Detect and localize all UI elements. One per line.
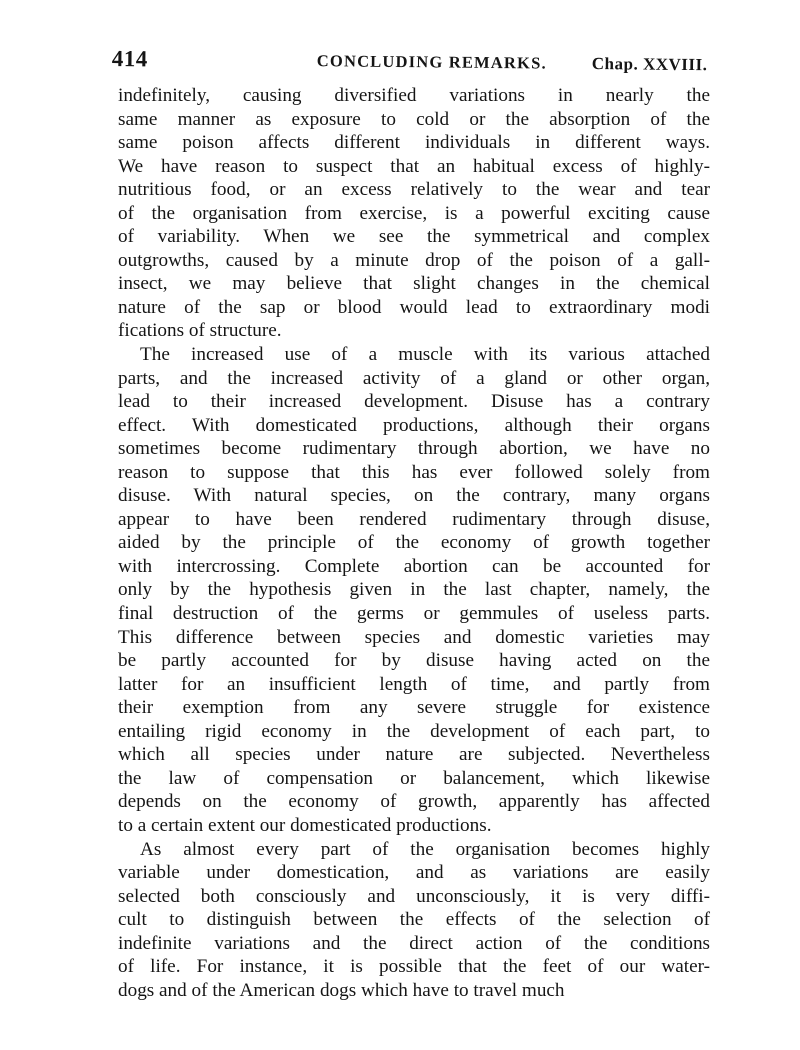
text-line: As almost every part of the organisation becomes highly <box>140 838 710 860</box>
text-line: to a certain extent our domesticated productions. <box>118 814 492 836</box>
text-line: latter for an insufficient length of time, and partly from <box>118 673 710 695</box>
text-line: parts, and the increased activity of a gland or other organ, <box>118 367 710 389</box>
text-line: outgrowths, caused by a minute drop of the poison of a gall- <box>118 249 710 271</box>
text-line: indefinitely, causing diversified variations in nearly the <box>118 85 710 106</box>
text-line: dogs and of the American dogs which have to travel much <box>118 979 565 1001</box>
text-line: with intercrossing. Complete abortion can be accounted for <box>118 555 710 577</box>
text-line: selected both consciously and unconsciously, it is very diffi- <box>118 885 710 907</box>
text-line: variable under domestication, and as variations are easily <box>118 862 710 884</box>
text-line: of life. For instance, it is possible that the feet of our water- <box>118 956 710 978</box>
text-line: their exemption from any severe struggle for existence <box>118 697 710 719</box>
paragraph <box>118 84 710 343</box>
text-line: The increased use of a muscle with its various attached <box>140 344 710 366</box>
paragraph <box>118 838 710 1003</box>
text-line: indefinite variations and the direct action of the conditions <box>118 932 710 954</box>
text-line: only by the hypothesis given in the last chapter, namely, the <box>118 579 710 601</box>
chapter-title: CONCLUDING REMARKS. <box>316 51 547 73</box>
text-line: We have reason to suspect that an habitual excess of highly- <box>118 155 710 177</box>
text-line: depends on the economy of growth, apparently has affected <box>118 791 710 813</box>
running-head <box>112 46 712 82</box>
text-line: reason to suppose that this has ever followed solely from <box>118 461 710 483</box>
text-line: effect. With domesticated productions, although their organs <box>118 414 710 436</box>
text-line: lead to their increased development. Disuse has a contrary <box>118 391 710 413</box>
text-line: aided by the principle of the economy of growth together <box>118 532 710 554</box>
text-line: cult to distinguish between the effects of the selection of <box>118 909 710 931</box>
text-line: fications of structure. <box>118 320 282 342</box>
text-line: appear to have been rendered rudimentary through disuse, <box>118 508 710 530</box>
text-line: of the organisation from exercise, is a powerful exciting cause <box>118 202 710 224</box>
text-line: nature of the sap or blood would lead to extraordinary modi <box>118 296 710 318</box>
body-text <box>118 84 710 1002</box>
text-line: insect, we may believe that slight changes in the chemical <box>118 273 710 295</box>
text-line: of variability. When we see the symmetrical and complex <box>118 226 710 248</box>
text-line: which all species under nature are subjected. Nevertheless <box>118 744 710 766</box>
text-line: same manner as exposure to cold or the absorption of the <box>118 108 710 130</box>
text-line: sometimes become rudimentary through abortion, we have no <box>118 438 710 460</box>
text-line: the law of compensation or balancement, which likewise <box>118 767 710 789</box>
text-line: This difference between species and domestic varieties may <box>118 626 710 648</box>
text-line: same poison affects different individuals in different ways. <box>118 132 710 154</box>
text-line: entailing rigid economy in the development of each part, to <box>118 720 710 742</box>
text-line: disuse. With natural species, on the contrary, many organs <box>118 485 710 507</box>
page-number: 414 <box>111 46 148 72</box>
text-line: be partly accounted for by disuse having acted on the <box>118 650 710 672</box>
paragraph <box>118 343 710 837</box>
chapter-reference: Chap. XXVIII. <box>591 54 708 75</box>
text-line: final destruction of the germs or gemmules of useless parts. <box>118 603 710 625</box>
text-line: nutritious food, or an excess relatively to the wear and tear <box>118 179 710 201</box>
